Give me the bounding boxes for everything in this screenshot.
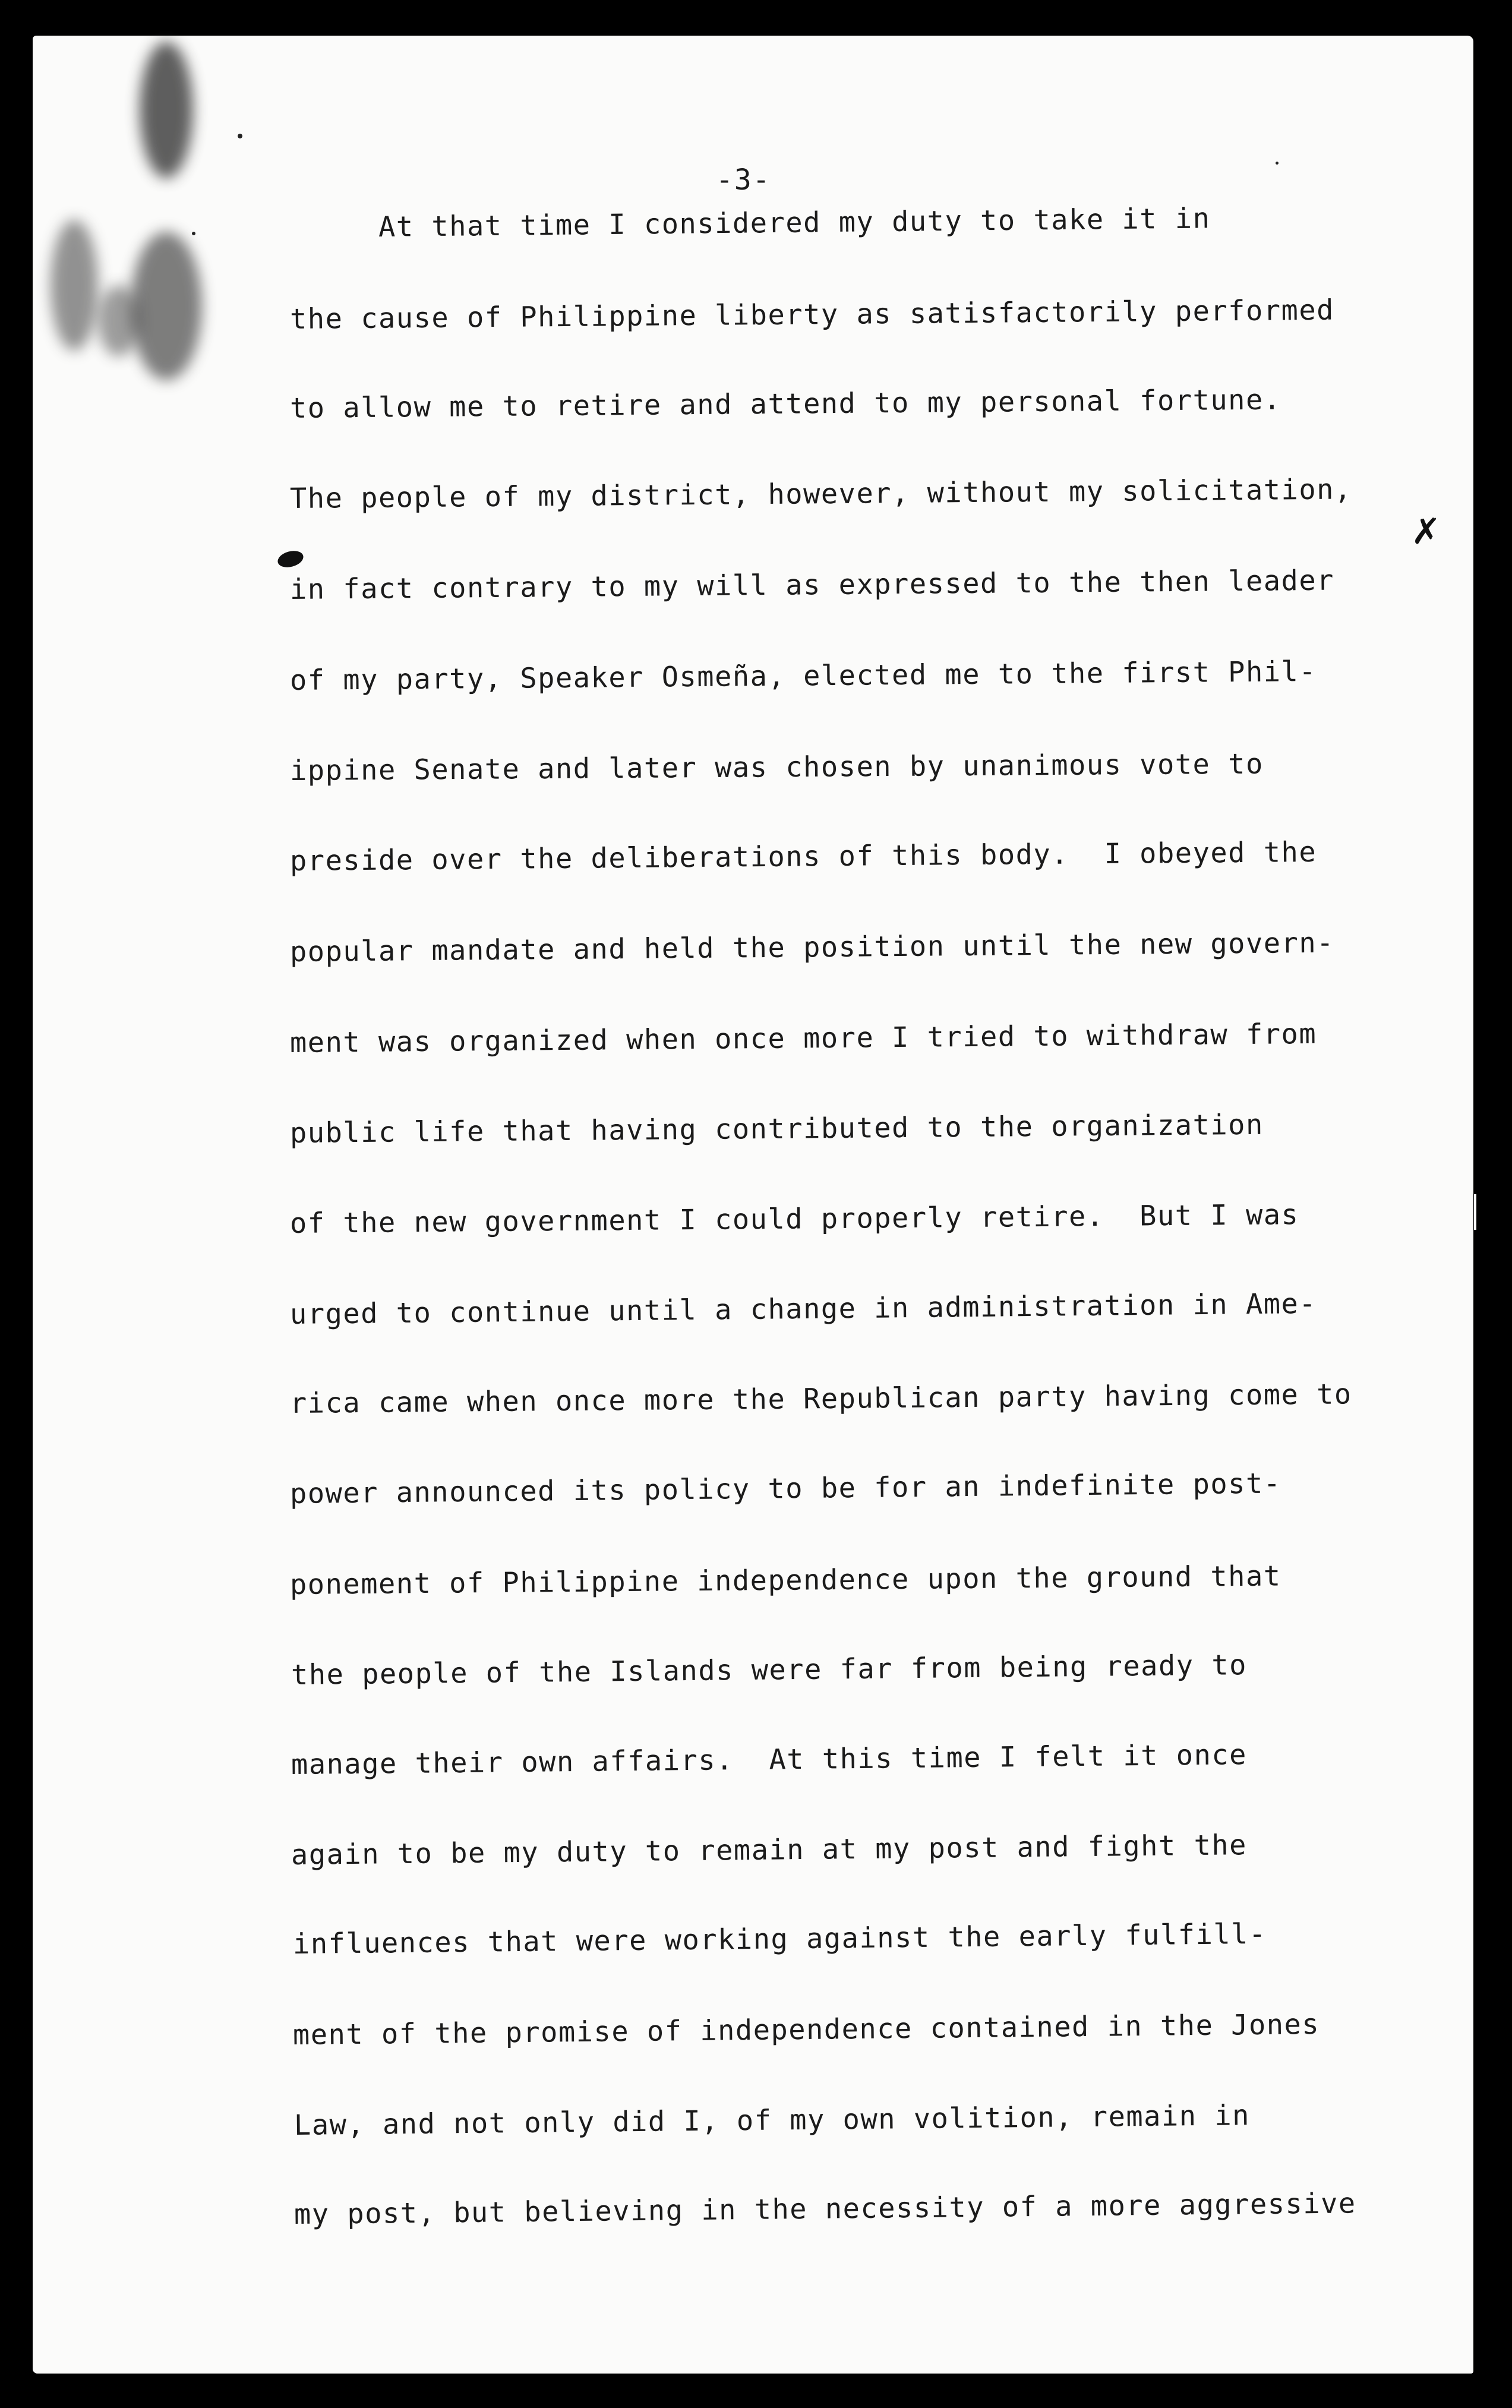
speck xyxy=(192,232,195,235)
margin-correction-mark: ✗ xyxy=(1411,511,1441,553)
text-line: to allow me to retire and attend to my personal fortune. xyxy=(289,383,1281,425)
text-line: ment of the promise of independence contained in the Jones xyxy=(292,2008,1320,2052)
text-line: ippine Senate and later was chosen by unanimous vote to xyxy=(289,747,1264,787)
text-line: again to be my duty to remain at my post and fight the xyxy=(291,1829,1248,1872)
text-line: ponement of Philippine independence upon the ground that xyxy=(289,1560,1281,1601)
edge-mark xyxy=(1474,1194,1476,1230)
text-line: preside over the deliberations of this body. I obeyed the xyxy=(289,835,1317,878)
ink-smudge xyxy=(131,232,202,380)
text-line: popular mandate and held the position until the new govern- xyxy=(289,926,1335,968)
ink-smudge xyxy=(140,42,193,178)
text-line: influences that were working against the early fulfill- xyxy=(292,1917,1267,1961)
text-line: of my party, Speaker Osmeña, elected me to the first Phil- xyxy=(289,655,1317,697)
text-line: the cause of Philippine liberty as satisfactorily performed xyxy=(289,293,1335,336)
text-line: of the new government I could properly retire. But I was xyxy=(289,1198,1299,1240)
text-line: ment was organized when once more I tried to withdraw from xyxy=(289,1017,1317,1059)
page-number: -3- xyxy=(716,163,771,197)
text-line: public life that having contributed to the organization xyxy=(289,1108,1264,1150)
text-line: rica came when once more the Republican party having come to xyxy=(289,1378,1352,1420)
text-line: manage their own affairs. At this time I felt it once xyxy=(291,1738,1248,1781)
speck xyxy=(1276,162,1279,165)
speck xyxy=(238,134,242,138)
ink-smudge xyxy=(98,285,140,356)
ink-smudge xyxy=(50,220,98,351)
text-line: power announced its policy to be for an indefinite post- xyxy=(289,1467,1281,1510)
margin-blot xyxy=(276,548,305,570)
text-line: The people of my district, however, without my solicitation, xyxy=(289,473,1352,515)
text-line: urged to continue until a change in administration in Ame- xyxy=(289,1287,1317,1331)
text-line: in fact contrary to my will as expressed to the then leader xyxy=(289,564,1335,606)
text-line: the people of the Islands were far from being ready to xyxy=(291,1649,1248,1691)
text-line: At that time I considered my duty to take it in xyxy=(378,202,1211,244)
text-line: Law, and not only did I, of my own volition, remain in xyxy=(293,2099,1251,2142)
text-line: my post, but believing in the necessity of a more aggressive xyxy=(293,2187,1356,2231)
typewritten-page xyxy=(33,36,1473,2374)
